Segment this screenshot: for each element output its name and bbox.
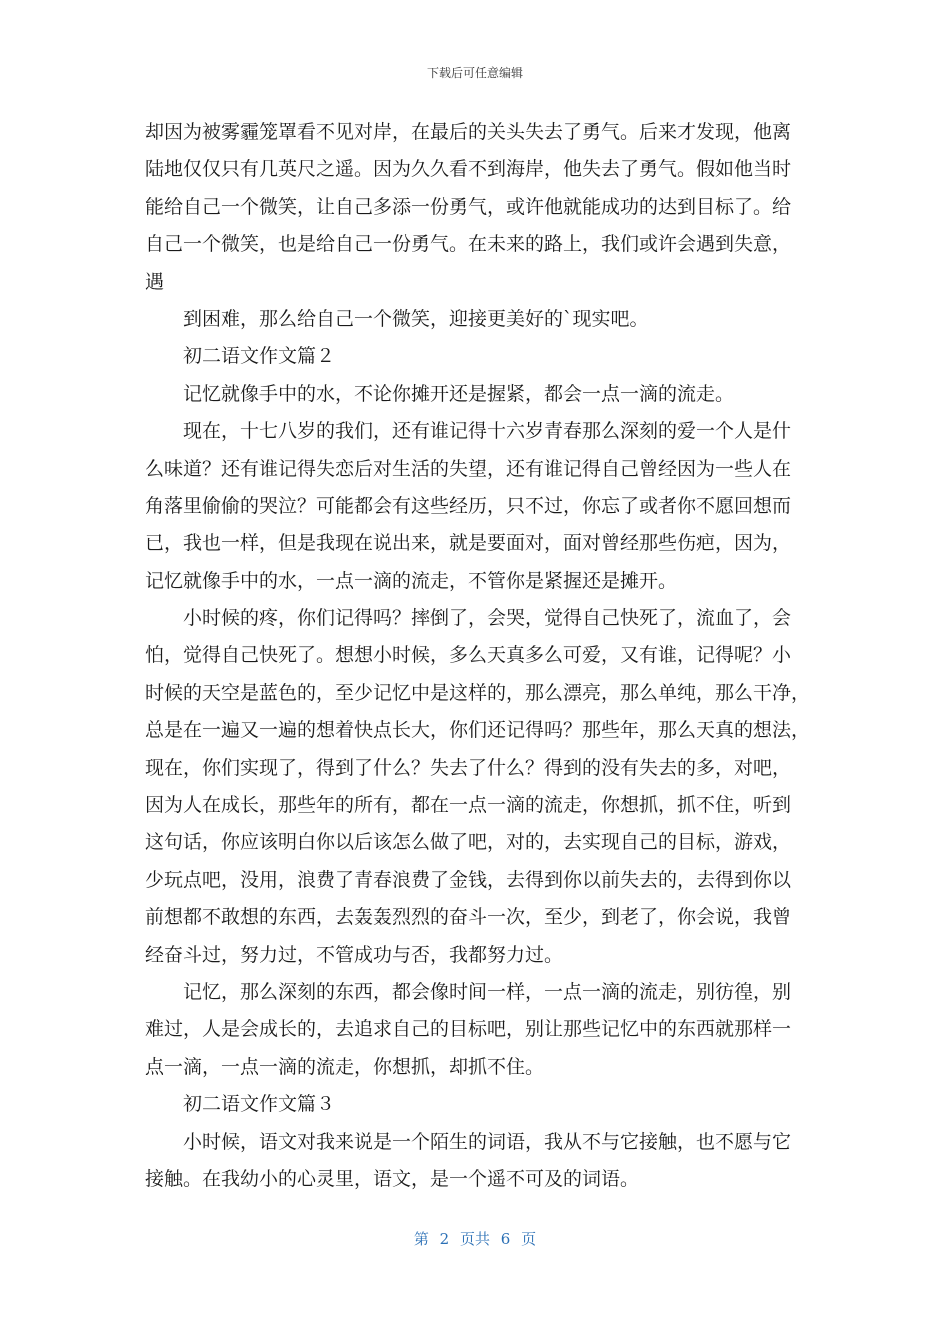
text-line: 小时候的疼，你们记得吗？摔倒了，会哭，觉得自己快死了，流血了，会	[183, 607, 792, 630]
text-line: 记忆就像手中的水，不论你摊开还是握紧，都会一点一滴的流走。	[183, 382, 735, 405]
page-header: 下载后可任意编辑	[426, 66, 523, 80]
text-line: 记忆，那么深刻的东西，都会像时间一样，一点一滴的流走，别彷徨，别	[183, 980, 792, 1003]
text-line: 怕，觉得自己快死了。想想小时候，多么天真多么可爱，又有谁，记得呢？小	[145, 644, 792, 667]
section-heading: 初二语文作文篇３	[183, 1093, 336, 1116]
text-line: 现在，十七八岁的我们，还有谁记得十六岁青春那么深刻的爱一个人是什	[183, 420, 792, 443]
text-line: 角落里偷偷的哭泣？可能都会有这些经历，只不过，你忘了或者你不愿回想而	[145, 494, 792, 517]
text-line: 遇	[145, 270, 165, 293]
section-heading: 初二语文作文篇２	[183, 345, 336, 368]
text-line: 能给自己一个微笑，让自己多添一份勇气，或许他就能成功的达到目标了。给	[145, 195, 792, 218]
text-line: 自己一个微笑，也是给自己一份勇气。在未来的路上，我们或许会遇到失意，	[145, 233, 792, 256]
text-line: 小时候，语文对我来说是一个陌生的词语，我从不与它接触，也不愿与它	[183, 1130, 792, 1153]
text-line: 却因为被雾霾笼罩看不见对岸，在最后的关头失去了勇气。后来才发现，他离	[145, 121, 792, 143]
text-line: 经奋斗过，努力过，不管成功与否，我都努力过。	[145, 943, 564, 966]
text-line: 现在，你们实现了，得到了什么？失去了什么？得到的没有失去的多，对吧，	[145, 756, 792, 779]
text-line: 时候的天空是蓝色的，至少记忆中是这样的，那么漂亮，那么单纯，那么干净，	[145, 681, 811, 704]
text-line: 因为人在成长，那些年的所有，都在一点一滴的流走，你想抓，抓不住，听到	[145, 794, 792, 817]
page-footer: 第 2 页共 6 页	[413, 1230, 537, 1248]
text-line: 前想都不敢想的东西，去轰轰烈烈的奋斗一次，至少，到老了，你会说，我曾	[145, 906, 792, 929]
text-line: 接触。在我幼小的心灵里，语文，是一个遥不可及的词语。	[145, 1167, 640, 1190]
document-body	[145, 114, 811, 1198]
text-line: 总是在一遍又一遍的想着快点长大，你们还记得吗？那些年，那么天真的想法，	[145, 719, 811, 742]
text-line: 么味道？还有谁记得失恋后对生活的失望，还有谁记得自己曾经因为一些人在	[145, 457, 792, 480]
text-line: 难过，人是会成长的，去追求自己的目标吧，别让那些记忆中的东西就那样一	[145, 1018, 792, 1041]
text-line: 点一滴，一点一滴的流走，你想抓，却抓不住。	[145, 1055, 545, 1078]
text-line: 这句话，你应该明白你以后该怎么做了吧，对的，去实现自己的目标，游戏，	[145, 831, 792, 854]
text-line: 记忆就像手中的水，一点一滴的流走，不管你是紧握还是摊开。	[145, 569, 678, 592]
text-line: 到困难，那么给自己一个微笑，迎接更美好的`现实吧。	[183, 307, 649, 330]
text-line: 少玩点吧，没用，浪费了青春浪费了金钱，去得到你以前失去的，去得到你以	[145, 868, 792, 891]
text-line: 陆地仅仅只有几英尺之遥。因为久久看不到海岸，他失去了勇气。假如他当时	[145, 158, 792, 181]
text-line: 已，我也一样，但是我现在说出来，就是要面对，面对曾经那些伤疤，因为，	[145, 532, 792, 555]
